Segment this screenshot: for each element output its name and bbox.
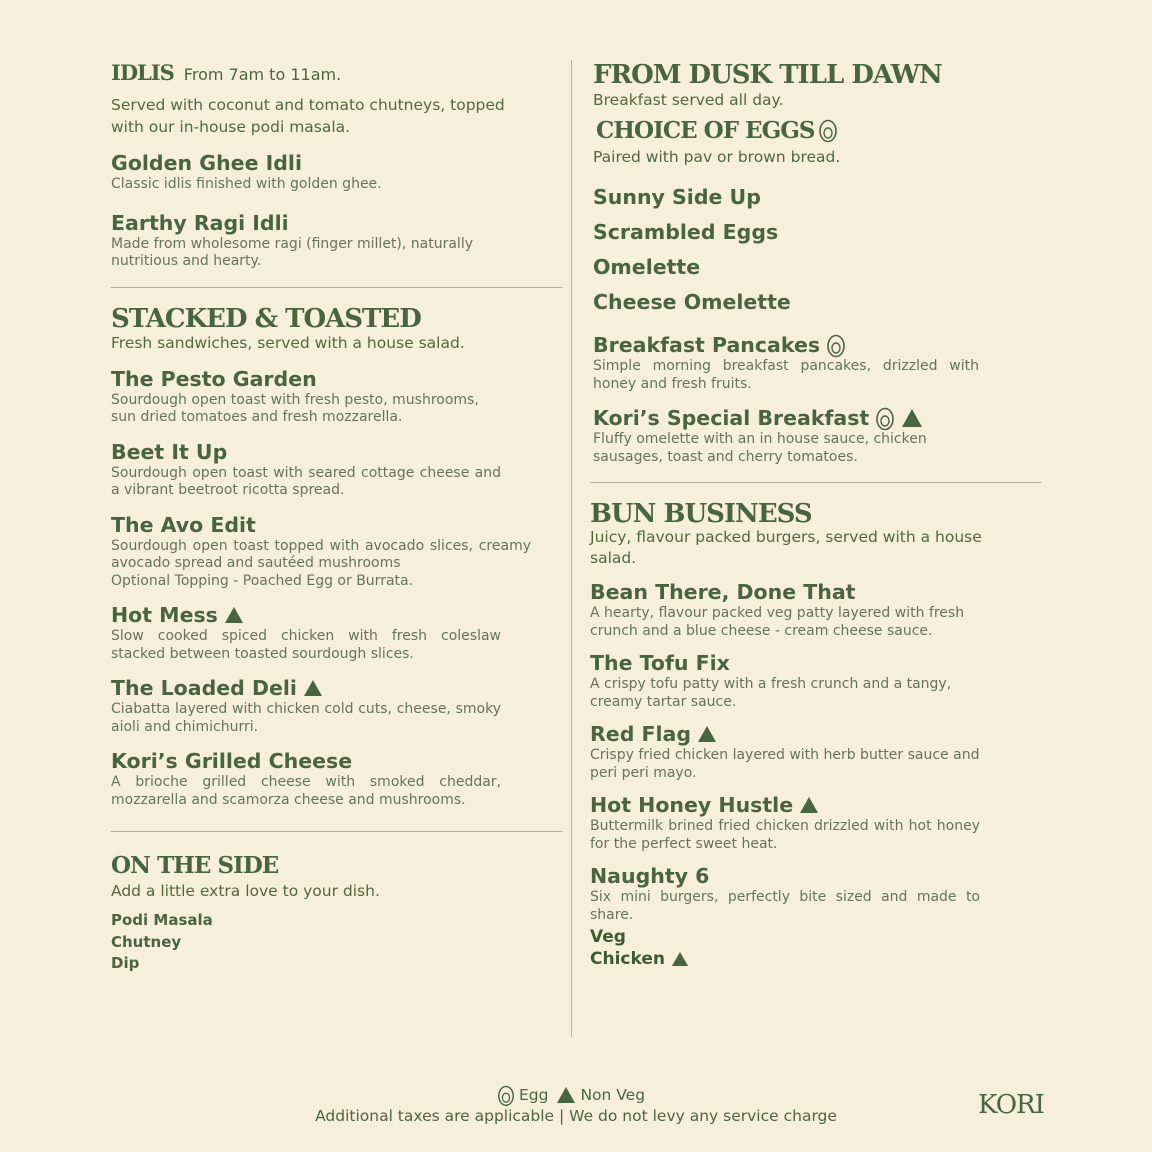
item-name	[111, 602, 501, 628]
menu-item	[111, 602, 501, 663]
menu-item	[593, 405, 979, 466]
item-description: Made from wholesome ragi (finger millet), naturally nutritious and hearty.	[111, 235, 473, 269]
item-description: Sourdough open toast topped with avocado slices, creamy avocado spread and sautéed mushrooms	[111, 537, 531, 571]
menu-item	[111, 366, 506, 427]
legend-egg-label: Egg	[518, 1086, 549, 1104]
dusk-till-dawn-section	[590, 62, 1042, 466]
item-description: A brioche grilled cheese with smoked cheddar, mozzarella and scamorza cheese and mushrooms.	[111, 774, 501, 808]
side-title: ON THE SIDE	[111, 852, 279, 879]
item-name: Earthy Ragi Idli	[111, 210, 289, 235]
item-description: Simple morning breakfast pancakes, drizzled with honey and fresh fruits.	[593, 358, 979, 392]
egg-item: Omelette	[593, 255, 701, 279]
item-description: Six mini burgers, perfectly bite sized and made to share.	[590, 889, 980, 923]
non-veg-icon	[799, 796, 819, 814]
item-description: A crispy tofu patty with a fresh crunch and a tangy, creamy tartar sauce.	[590, 676, 952, 710]
item-name-text: Red Flag	[590, 722, 692, 746]
item-description: A hearty, flavour packed veg patty layered with fresh crunch and a blue cheese - cream cheese sauce.	[590, 605, 965, 639]
item-name: The Avo Edit	[111, 512, 256, 537]
non-veg-icon	[224, 606, 244, 624]
egg-icon	[497, 1083, 515, 1107]
stacked-note: Fresh sandwiches, served with a house salad.	[111, 333, 465, 352]
idlis-section	[111, 62, 563, 271]
item-name	[593, 332, 979, 358]
item-name-text: Kori’s Special Breakfast	[593, 406, 870, 430]
non-veg-icon	[303, 679, 323, 697]
egg-list	[593, 180, 1042, 320]
item-description: Buttermilk brined fried chicken drizzled with hot honey for the perfect sweet heat.	[590, 818, 980, 852]
menu-item	[590, 721, 980, 782]
option-veg: Veg	[590, 927, 626, 947]
bun-title: BUN BUSINESS	[590, 499, 812, 529]
section-divider	[111, 287, 563, 288]
side-note: Add a little extra love to your dish.	[111, 882, 380, 900]
item-description: Ciabatta layered with chicken cold cuts, cheese, smoky aioli and chimichurri.	[111, 701, 501, 735]
idlis-intro: Served with coconut and tomato chutneys, topped with our in-house podi masala.	[111, 96, 505, 136]
menu-item	[590, 650, 980, 711]
item-description: Classic idlis finished with golden ghee.	[111, 176, 382, 192]
item-description: Fluffy omelette with an in house sauce, chicken sausages, toast and cherry tomatoes.	[593, 431, 927, 465]
egg-item: Scrambled Eggs	[593, 220, 779, 244]
non-veg-icon	[901, 408, 923, 428]
dusk-note: Breakfast served all day.	[593, 91, 784, 109]
stacked-title: STACKED & TOASTED	[111, 303, 421, 334]
egg-icon	[818, 117, 838, 143]
bun-business-section	[590, 501, 1042, 970]
menu-item	[111, 150, 563, 194]
non-veg-icon	[556, 1086, 576, 1104]
menu-item	[111, 512, 531, 591]
item-description: Crispy fried chicken layered with herb butter sauce and peri peri mayo.	[590, 747, 980, 781]
menu-item	[590, 863, 980, 970]
section-divider	[590, 482, 1041, 483]
non-veg-icon	[671, 951, 689, 967]
eggs-title: CHOICE OF EGGS	[596, 116, 815, 144]
item-name	[111, 675, 501, 701]
item-name-text: Hot Honey Hustle	[590, 793, 794, 817]
item-option-note: Optional Topping - Poached Egg or Burrata.	[111, 572, 414, 589]
item-description: Slow cooked spiced chicken with fresh coleslaw stacked between toasted sourdough slices.	[111, 628, 501, 662]
non-veg-icon	[697, 725, 717, 743]
item-name: Golden Ghee Idli	[111, 151, 302, 175]
egg-item: Cheese Omelette	[593, 290, 791, 314]
egg-item: Sunny Side Up	[593, 185, 761, 209]
item-name: Kori’s Grilled Cheese	[111, 749, 353, 773]
item-name	[593, 405, 979, 431]
on-the-side-section	[111, 854, 563, 975]
menu-item	[111, 675, 501, 736]
menu-item	[111, 748, 501, 809]
item-name	[590, 792, 980, 818]
menu-item	[590, 579, 980, 640]
option-chicken	[590, 948, 980, 970]
item-name: Bean There, Done That	[590, 580, 856, 604]
menu-item	[111, 439, 501, 500]
egg-icon	[826, 332, 846, 358]
left-column	[111, 62, 563, 975]
burger-options	[590, 926, 980, 970]
menu-item	[593, 332, 979, 393]
side-item: Chutney	[111, 932, 182, 951]
egg-icon	[875, 405, 895, 431]
column-divider	[571, 60, 572, 1037]
stacked-toasted-section	[111, 303, 563, 810]
kori-logo: KORI	[978, 1090, 1044, 1120]
item-name-text: The Loaded Deli	[111, 676, 297, 700]
bun-note: Juicy, flavour packed burgers, served with a house salad.	[590, 528, 982, 567]
right-column	[590, 62, 1042, 970]
menu-item	[111, 210, 506, 271]
idlis-timing: From 7am to 11am.	[183, 65, 342, 84]
dusk-title: FROM DUSK TILL DAWN	[593, 60, 942, 90]
eggs-heading	[596, 117, 1042, 143]
item-description: Sourdough open toast with seared cottage cheese and a vibrant beetroot ricotta spread.	[111, 464, 501, 498]
item-description: Sourdough open toast with fresh pesto, mushrooms, sun dried tomatoes and fresh mozzarella.	[111, 391, 479, 425]
eggs-note: Paired with pav or brown bread.	[593, 148, 841, 166]
item-name: The Tofu Fix	[590, 651, 730, 675]
item-name: Beet It Up	[111, 439, 228, 464]
item-name-text: Breakfast Pancakes	[593, 333, 821, 357]
item-name: Naughty 6	[590, 864, 710, 888]
idlis-title: IDLIS	[111, 60, 174, 85]
section-divider	[111, 831, 563, 832]
tax-note: Additional taxes are applicable | We do not levy any service charge	[315, 1107, 837, 1125]
menu-item	[590, 792, 980, 853]
item-name	[590, 721, 980, 747]
legend-nonveg-label: Non Veg	[580, 1086, 646, 1104]
item-name-text: Hot Mess	[111, 603, 218, 627]
option-label: Chicken	[590, 949, 665, 969]
side-item: Podi Masala	[111, 911, 213, 929]
item-name: The Pesto Garden	[111, 366, 317, 391]
side-item: Dip	[111, 954, 140, 972]
side-list	[111, 910, 563, 975]
